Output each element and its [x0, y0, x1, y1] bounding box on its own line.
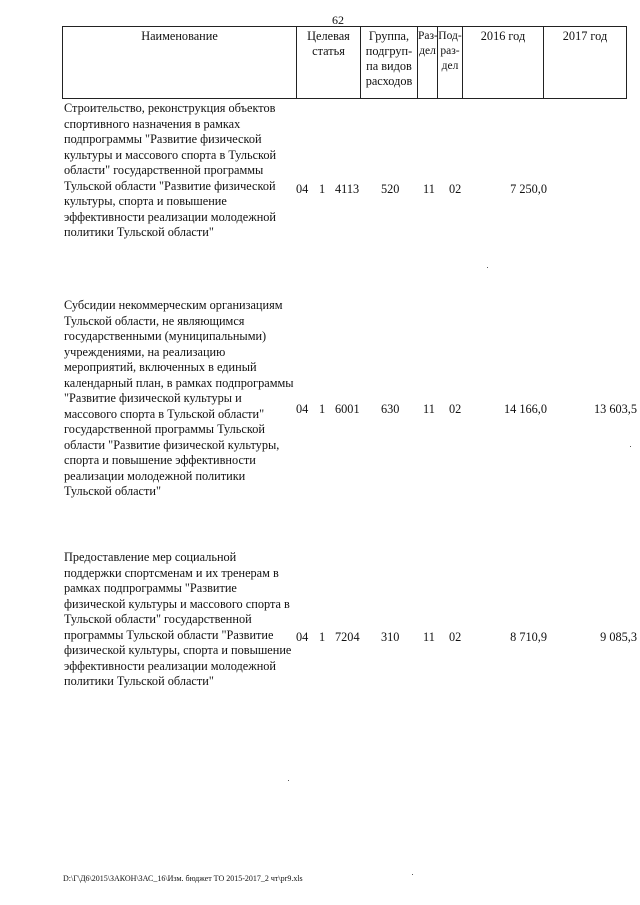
scan-speck: [412, 874, 413, 875]
header-name: Наименование: [141, 29, 218, 43]
row-program-code: 04: [296, 402, 309, 416]
row-group-code: 520: [381, 182, 400, 196]
header-section: [417, 27, 437, 98]
header-subsection-line: дел: [441, 60, 459, 72]
row-description: Строительство, реконструкция объектов спортивного назначения в рамках подпрограммы "Развитие физической культуры и массового спорта в Тульской области" государственной программы Тульской области "Развитие физической культуры, спорта и повышение эффективности реализации молодежной политики Тульской области": [64, 101, 277, 239]
row-section-code: 11: [423, 630, 435, 644]
header-group-line: Группа,: [368, 29, 410, 43]
row-description: Предоставление мер социальной поддержки спортсменам и их тренерам в рамках подпрограммы "Развитие физической культуры и массового спорта в Тульской области" государственной программы Тульской области "Развитие физической культуры, спорта и повышение эффективности реализации молодежной политики Тульской области": [64, 550, 292, 688]
row-amount-2016: 8 710,9: [510, 630, 547, 644]
header-group-line: расходов: [365, 74, 413, 88]
row-article-code: 7204: [335, 630, 360, 644]
row-group-code: 630: [381, 402, 400, 416]
row-description: Субсидии некоммерческим организациям Тульской области, не являющимся государственными (муниципальными) учреждениями, на реализацию мероприятий, включенных в единый календарный план, в рамках подпрограммы "Развитие физической культуры и массового спорта в Тульской области" государственной программы Тульской области "Развитие физической культуры, спорта и повышение эффективности реализации молодежной политики Тульской области": [64, 298, 294, 498]
header-target-line1: Целевая: [307, 29, 350, 43]
header-subsection-line: раз-: [440, 45, 460, 57]
row-subsection-code: 02: [449, 182, 462, 196]
header-section-line: дел: [419, 45, 436, 57]
row-program-code: 04: [296, 182, 309, 196]
table-header: [62, 26, 627, 99]
row-subprogram-code: 1: [319, 182, 326, 196]
row-article-code: 6001: [335, 402, 360, 416]
row-article-code: 4113: [335, 182, 360, 196]
scan-speck: [487, 267, 488, 268]
row-amount-2017: 13 603,5: [593, 402, 637, 416]
header-target-line2: статья: [312, 44, 345, 58]
header-year-2017: 2017 год: [543, 27, 626, 98]
row-amount-2016: 7 250,0: [510, 182, 547, 196]
row-subsection-code: 02: [449, 630, 462, 644]
header-group: [360, 27, 417, 98]
row-section-code: 11: [423, 402, 435, 416]
row-amount-2017: 9 085,3: [600, 630, 637, 644]
scan-speck: [630, 446, 631, 447]
header-year-2016: 2016 год: [462, 27, 543, 98]
row-program-code: 04: [296, 630, 309, 644]
row-amount-2016: 14 166,0: [503, 402, 547, 416]
header-subsection-line: Под-: [438, 30, 462, 42]
row-subsection-code: 02: [449, 402, 462, 416]
row-subprogram-code: 1: [319, 630, 326, 644]
file-path-footer: D:\Г\Д6\2015\ЗАКОН\ЗАС_16\Изм. бюджет ТО 2015-2017_2 чт\pr9.xls: [63, 874, 303, 883]
header-group-line: па видов: [366, 59, 412, 73]
row-group-code: 310: [381, 630, 400, 644]
row-subprogram-code: 1: [319, 402, 326, 416]
header-target-article: [296, 27, 360, 98]
scan-speck: [288, 780, 289, 781]
page-number: 62: [332, 13, 344, 27]
header-group-line: подгруп-: [365, 44, 413, 58]
row-section-code: 11: [423, 182, 435, 196]
header-section-line: Раз-: [418, 30, 438, 42]
header-subsection: [437, 27, 462, 98]
